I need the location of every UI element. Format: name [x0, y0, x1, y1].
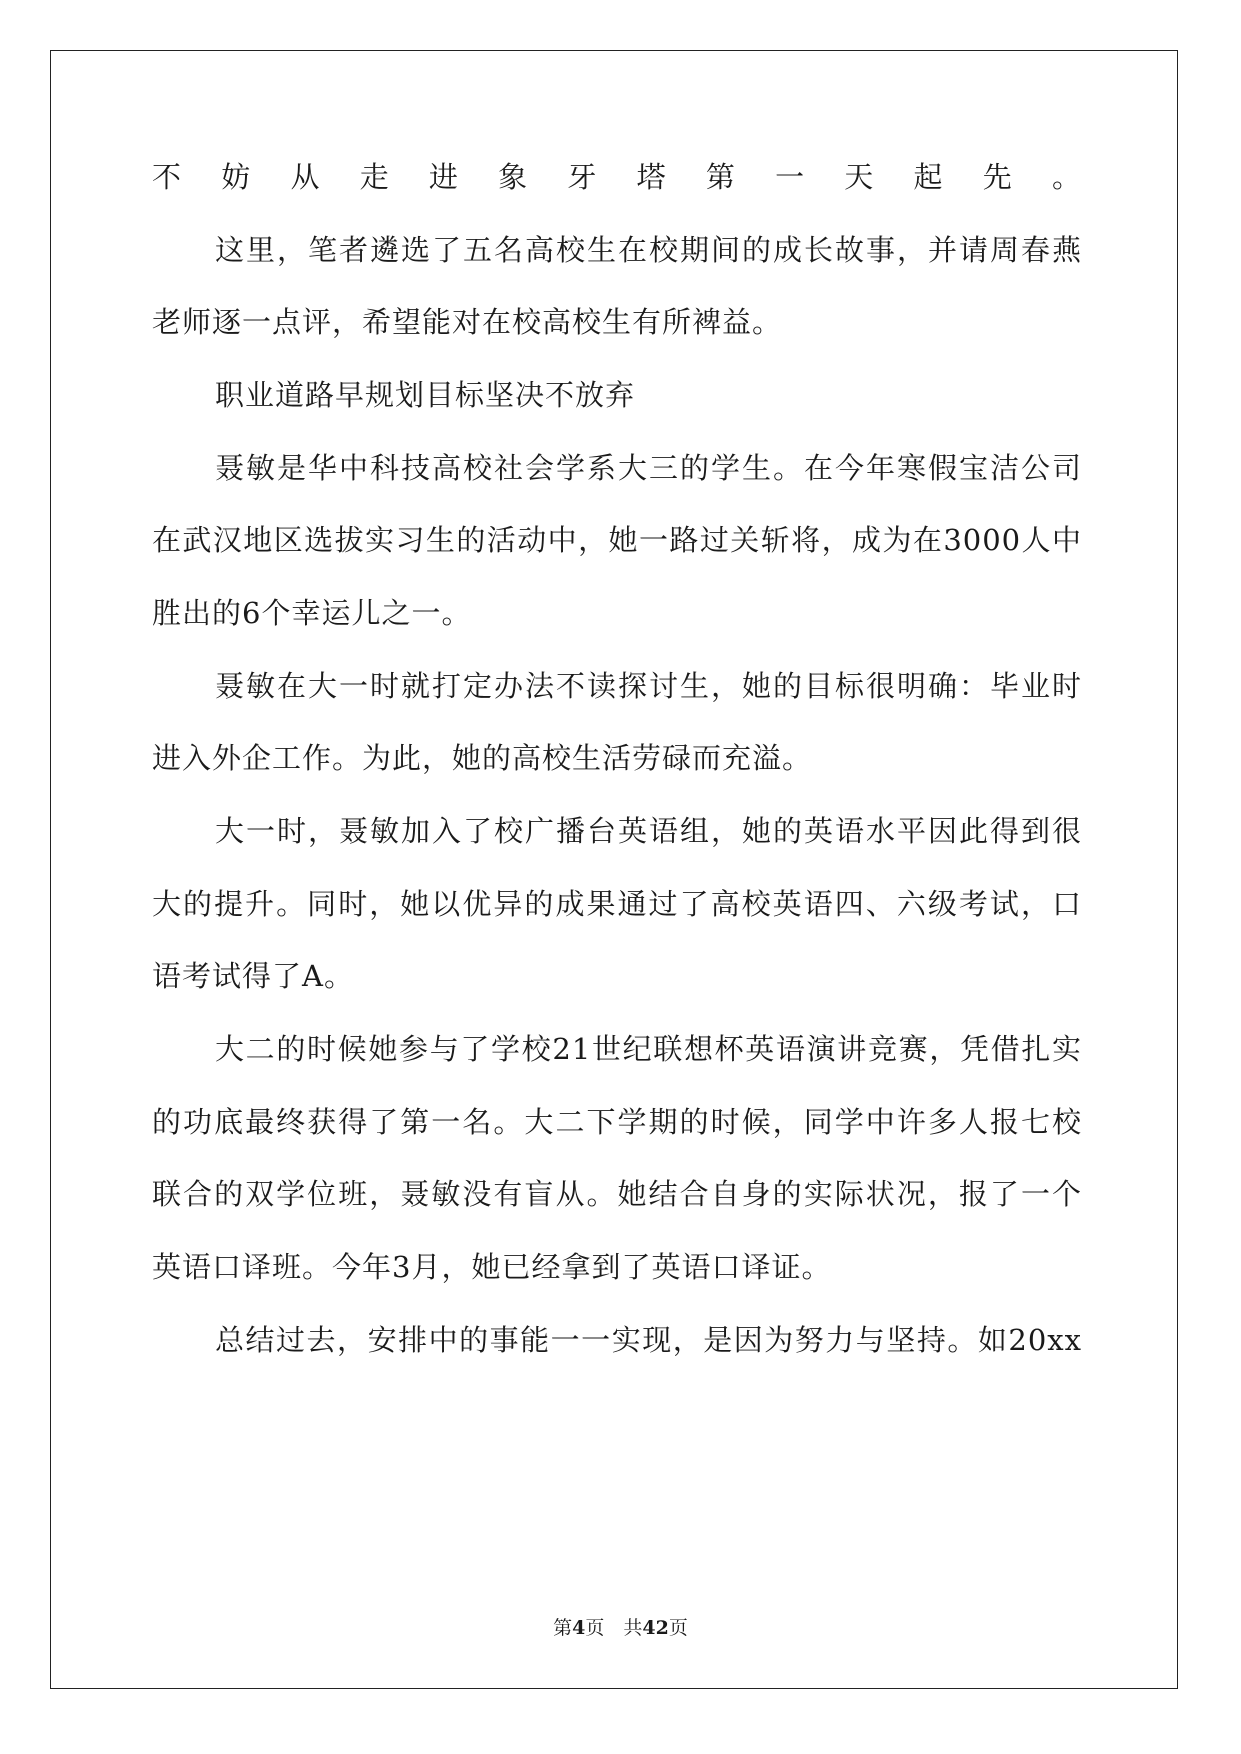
footer-prefix: 第	[553, 1617, 573, 1639]
footer-suffix: 页	[668, 1617, 688, 1639]
text-line: 联合的双学位班，聂敏没有盲从。她结合自身的实际状况，报了一个	[152, 1177, 1082, 1211]
text-line: 老师逐一点评，希望能对在校高校生有所裨益。	[152, 305, 783, 339]
page-footer	[0, 1616, 1241, 1640]
text-line: 胜出的6个幸运儿之一。	[152, 596, 472, 630]
text-line: 的功底最终获得了第一名。大二下学期的时候，同学中许多人报七校	[152, 1105, 1082, 1139]
text-line: 英语口译班。今年3月，她已经拿到了英语口译证。	[152, 1250, 832, 1284]
text-line: 聂敏在大一时就打定办法不读探讨生，她的目标很明确：毕业时	[215, 669, 1082, 703]
footer-middle: 页 共	[585, 1617, 643, 1639]
total-pages-number: 42	[642, 1617, 669, 1639]
page-frame	[50, 50, 1178, 1689]
text-line: 语考试得了A。	[152, 959, 354, 993]
text-line: 不妨从走进象牙塔第一天起先。	[152, 160, 1082, 194]
text-line: 聂敏是华中科技高校社会学系大三的学生。在今年寒假宝洁公司	[215, 451, 1082, 485]
text-line: 总结过去，安排中的事能一一实现，是因为努力与坚持。如20xx	[215, 1323, 1082, 1357]
text-line: 这里，笔者遴选了五名高校生在校期间的成长故事，并请周春燕	[215, 233, 1082, 267]
text-line: 大二的时候她参与了学校21世纪联想杯英语演讲竞赛，凭借扎实	[215, 1032, 1082, 1066]
text-line: 大的提升。同时，她以优异的成果通过了高校英语四、六级考试，口	[152, 887, 1082, 921]
text-line: 在武汉地区选拔实习生的活动中，她一路过关斩将，成为在3000人中	[152, 523, 1082, 557]
text-line: 进入外企工作。为此，她的高校生活劳碌而充溢。	[152, 741, 813, 775]
section-heading: 职业道路早规划目标坚决不放弃	[215, 378, 636, 412]
text-line: 大一时，聂敏加入了校广播台英语组，她的英语水平因此得到很	[215, 814, 1082, 848]
current-page-number: 4	[572, 1617, 586, 1639]
